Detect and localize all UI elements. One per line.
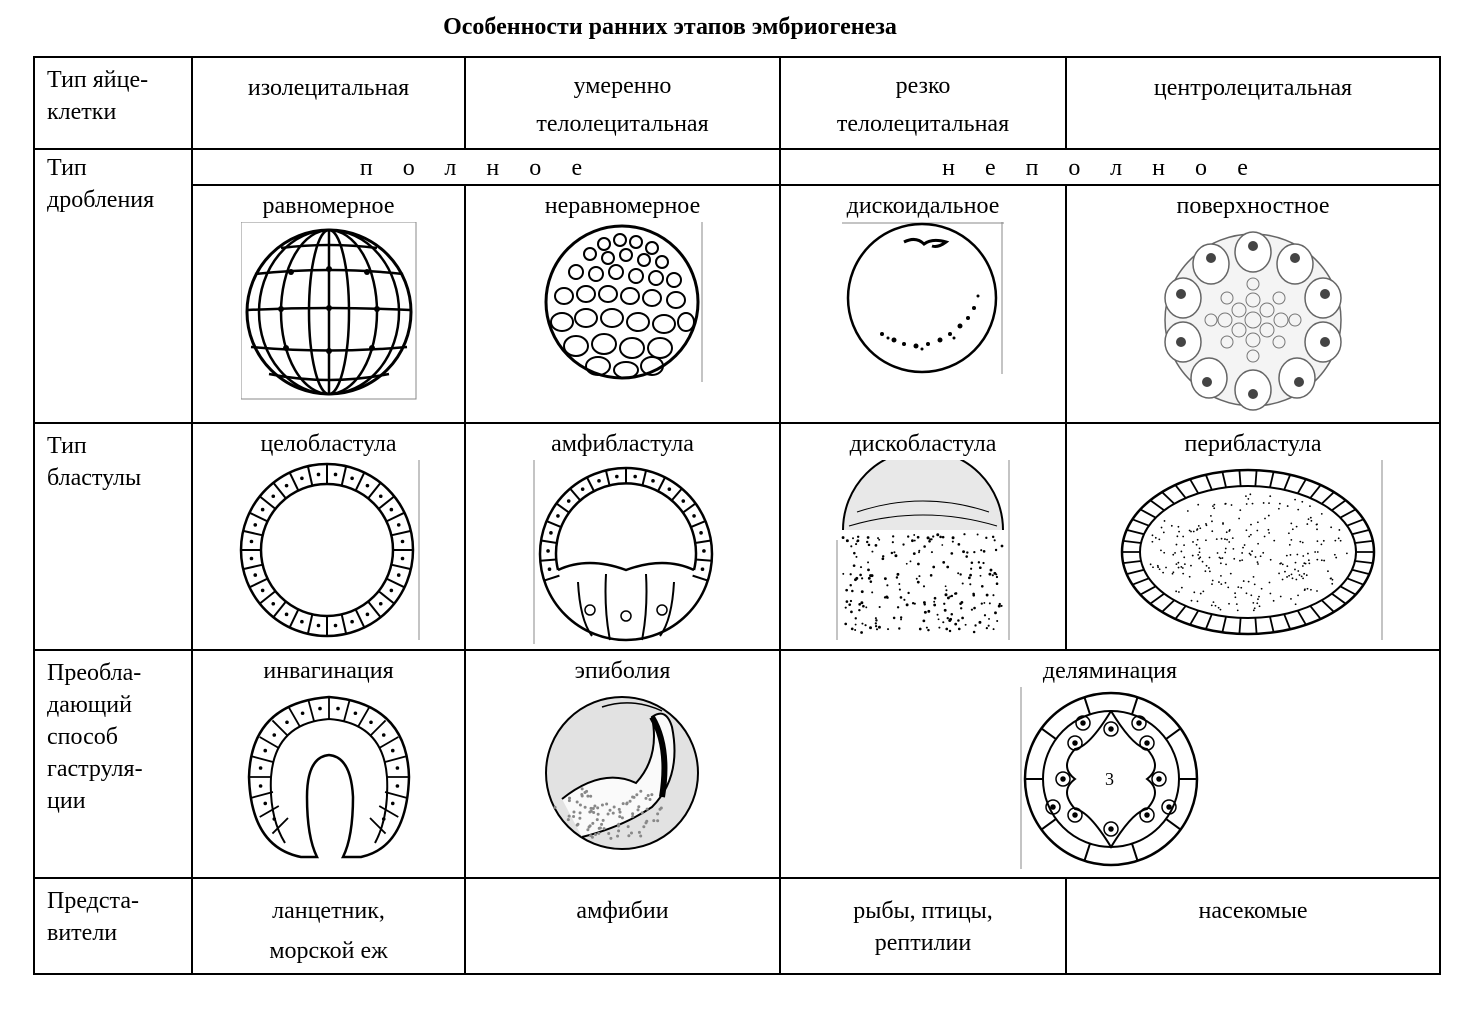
label-3: 3 xyxy=(1105,769,1114,789)
discoidal-cleavage-illustration xyxy=(842,222,1004,374)
superficial-cleavage-illustration xyxy=(1153,222,1353,418)
cell-label: дискоидальное xyxy=(846,193,1000,219)
row-blastula xyxy=(34,423,1440,650)
cell-label: эпиболия xyxy=(574,658,671,684)
cell-label: равномерное xyxy=(262,193,395,219)
row-header-cleavage xyxy=(34,149,192,423)
unequal-cleavage-illustration xyxy=(542,222,704,382)
row-representatives xyxy=(34,878,1440,974)
cell-line: телолецитальная xyxy=(536,111,709,137)
discoblastula-illustration xyxy=(833,460,1013,640)
page-title: Особенности ранних этапов эмбриогенеза xyxy=(443,14,897,40)
delamination-illustration xyxy=(1019,687,1201,869)
cell-label: поверхностное xyxy=(1176,193,1330,219)
cell-centrolecithal xyxy=(1066,57,1440,149)
group-incomplete: неполное xyxy=(780,149,1440,185)
cell-discoidal-cleavage xyxy=(780,185,1066,423)
cell-label: целобластула xyxy=(260,431,397,457)
row-cleavage-group xyxy=(34,149,1440,185)
cell-invagination xyxy=(192,650,465,878)
cell-line: рептилии xyxy=(874,930,972,956)
cell-superficial-cleavage xyxy=(1066,185,1440,423)
row-egg-type xyxy=(34,57,1440,149)
cell-label: амфибластула xyxy=(551,431,694,457)
header-line: Тип xyxy=(47,155,87,181)
cell-rep-fish-birds xyxy=(780,878,1066,974)
header-line: Тип яйце- xyxy=(47,67,149,93)
cell-line: насекомые xyxy=(1198,898,1308,924)
header-line: Преобла- xyxy=(47,660,142,686)
header-line: Тип xyxy=(47,433,87,459)
cell-moderately-telolecithal xyxy=(465,57,780,149)
row-header-representatives xyxy=(34,878,192,974)
equal-cleavage-illustration xyxy=(241,222,417,400)
cell-line: умеренно xyxy=(573,73,672,99)
cell-line: рыбы, птицы, xyxy=(853,898,993,924)
header-line: дающий xyxy=(47,692,132,718)
cell-delamination xyxy=(780,650,1440,878)
header-line: дробления xyxy=(47,187,155,213)
header-line: ции xyxy=(47,788,86,814)
row-cleavage-types xyxy=(34,185,1440,423)
invagination-illustration xyxy=(241,687,417,867)
cell-rep-amphibians xyxy=(465,878,780,974)
cell-label: неравномерное xyxy=(544,193,701,219)
cell-discoblastula xyxy=(780,423,1066,650)
amphiblastula-illustration xyxy=(528,460,718,644)
cell-amphiblastula xyxy=(465,423,780,650)
cell-rep-lancelet xyxy=(192,878,465,974)
cell-periblastula xyxy=(1066,423,1440,650)
cell-label: деляминация xyxy=(1042,658,1178,684)
header-line: способ xyxy=(47,724,118,750)
cell-rep-insects xyxy=(1066,878,1440,974)
cell-isolecithal xyxy=(192,57,465,149)
cell-line: амфибии xyxy=(576,898,669,924)
row-header-egg-type xyxy=(34,57,192,149)
embryogenesis-table xyxy=(33,56,1441,975)
cell-strongly-telolecithal xyxy=(780,57,1066,149)
row-header-gastrulation xyxy=(34,650,192,878)
cell-line: резко xyxy=(895,73,951,99)
coeloblastula-illustration xyxy=(237,460,421,640)
cell-unequal-cleavage xyxy=(465,185,780,423)
cell-label: инвагинация xyxy=(263,658,394,684)
cell-epiboly xyxy=(465,650,780,878)
header-line: бластулы xyxy=(47,465,142,491)
epiboly-illustration xyxy=(542,687,704,857)
header-line: вители xyxy=(47,920,118,946)
cell-label: перибластула xyxy=(1184,431,1322,457)
cell-line: телолецитальная xyxy=(836,111,1010,137)
cell-coeloblastula xyxy=(192,423,465,650)
row-header-blastula xyxy=(34,423,192,650)
cell-equal-cleavage xyxy=(192,185,465,423)
cell-line: ланцетник, xyxy=(272,898,385,924)
cell-line: морской еж xyxy=(269,938,388,964)
cell-label: дискобластула xyxy=(849,431,997,457)
cell-line: центролецитальная xyxy=(1153,75,1353,101)
row-gastrulation xyxy=(34,650,1440,878)
header-line: гаструля- xyxy=(47,756,143,782)
cell-line: изолецитальная xyxy=(247,75,410,101)
header-line: Предста- xyxy=(47,888,139,914)
group-complete: полное xyxy=(192,149,780,185)
header-line: клетки xyxy=(47,99,117,125)
periblastula-illustration xyxy=(1120,460,1386,640)
